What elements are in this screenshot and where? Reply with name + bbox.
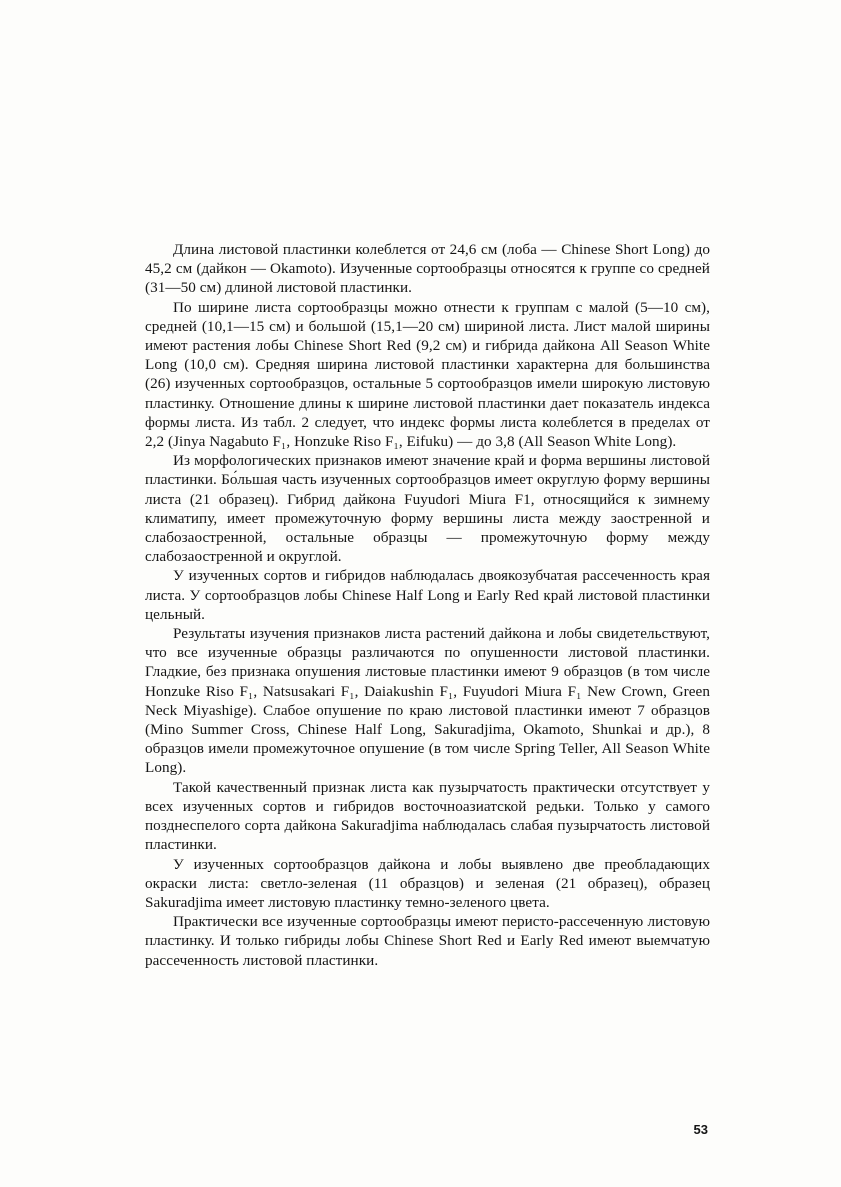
paragraph-leaf-dissection: У изученных сортов и гибридов наблюдалась двоякозубчатая рассеченность края листа. У сортообразцов лобы Chinese Half Long и Early Red край листовой пластинки цельный. [145,567,710,623]
paragraph-leaf-width: По ширине листа сортообразцы можно отнести к группам с малой (5—10 см), средней (10,1—15 см) и большой (15,1—20 см) шириной листа. Лист малой ширины имеют растения лобы Chinese Short Red (9,2 см) и гибрида дайкона All Season White Long (10,0 см). Средняя ширина листовой пластинки характерна для большинства (26) изученных сортообразцов, остальные 5 сортообразцов имели широкую листовую пластинку. Отношение длины к ширине листовой пластинки дает показатель индекса формы листа. Из табл. 2 следует, что индекс формы листа колеблется в пределах от 2,2 (Jinya Nagabuto F₁, Honzuke Riso F₁, Eifuku) — до 3,8 (All Season White Long). [145,298,710,451]
page-number: 53 [693,1122,708,1137]
paragraph-leaf-type: Практически все изученные сортообразцы имеют перисто-рассеченную листовую пластинку. И только гибриды лобы Chinese Short Red и Early Red имеют выемчатую рассеченность листовой пластинки. [145,913,710,969]
paragraph-leaf-length: Длина листовой пластинки колеблется от 24,6 см (лоба — Chinese Short Long) до 45,2 см (дайкон — Okamoto). Изученные сортообразцы относятся к группе со средней (31—50 см) длиной листовой пластинки. [145,241,710,297]
paragraph-leaf-pubescence: Результаты изучения признаков листа растений дайкона и лобы свидетельствуют, что все изученные образцы различаются по опушенности листовой пластинки. Гладкие, без признака опушения листовые пластинки имеют 9 образцов (в том числе Honzuke Riso F₁, Natsusakari F₁, Daiakushin F₁, Fuyudori Miura F₁ New Crown, Green Neck Miyashige). Слабое опушение по краю листовой пластинки имеют 7 образцов (Mino Summer Cross, Chinese Half Long, Sakuradjima, Okamoto, Shunkai и др.), 8 образцов имели промежуточное опушение (в том числе Spring Teller, All Season White Long). [145,625,710,777]
body-text [145,240,710,970]
paragraph-leaf-blistering: Такой качественный признак листа как пузырчатость практически отсутствует у всех изученных сортов и гибридов восточноазиатской редьки. Только у самого позднеспелого сорта дайкона Sakuradjima наблюдалась слабая пузырчатость листовой пластинки. [145,778,710,854]
paragraph-leaf-color: У изученных сортообразцов дайкона и лобы выявлено две преобладающих окраски листа: светло-зеленая (11 образцов) и зеленая (21 образец), образец Sakuradjima имеет листовую пластинку темно-зеленого цвета. [145,855,710,911]
paragraph-leaf-edge-shape: Из морфологических признаков имеют значение край и форма вершины листовой пластинки. Бо́льшая часть изученных сортообразцов имеет округлую форму вершины листа (21 образец). Гибрид дайкона Fuyudori Miura F1, относящийся к зимнему климатипу, имеет промежуточную форму вершины листа между заостренной и слабозаостренной, остальные образцы — промежуточную форму между слабозаостренной и округлой. [145,452,710,566]
